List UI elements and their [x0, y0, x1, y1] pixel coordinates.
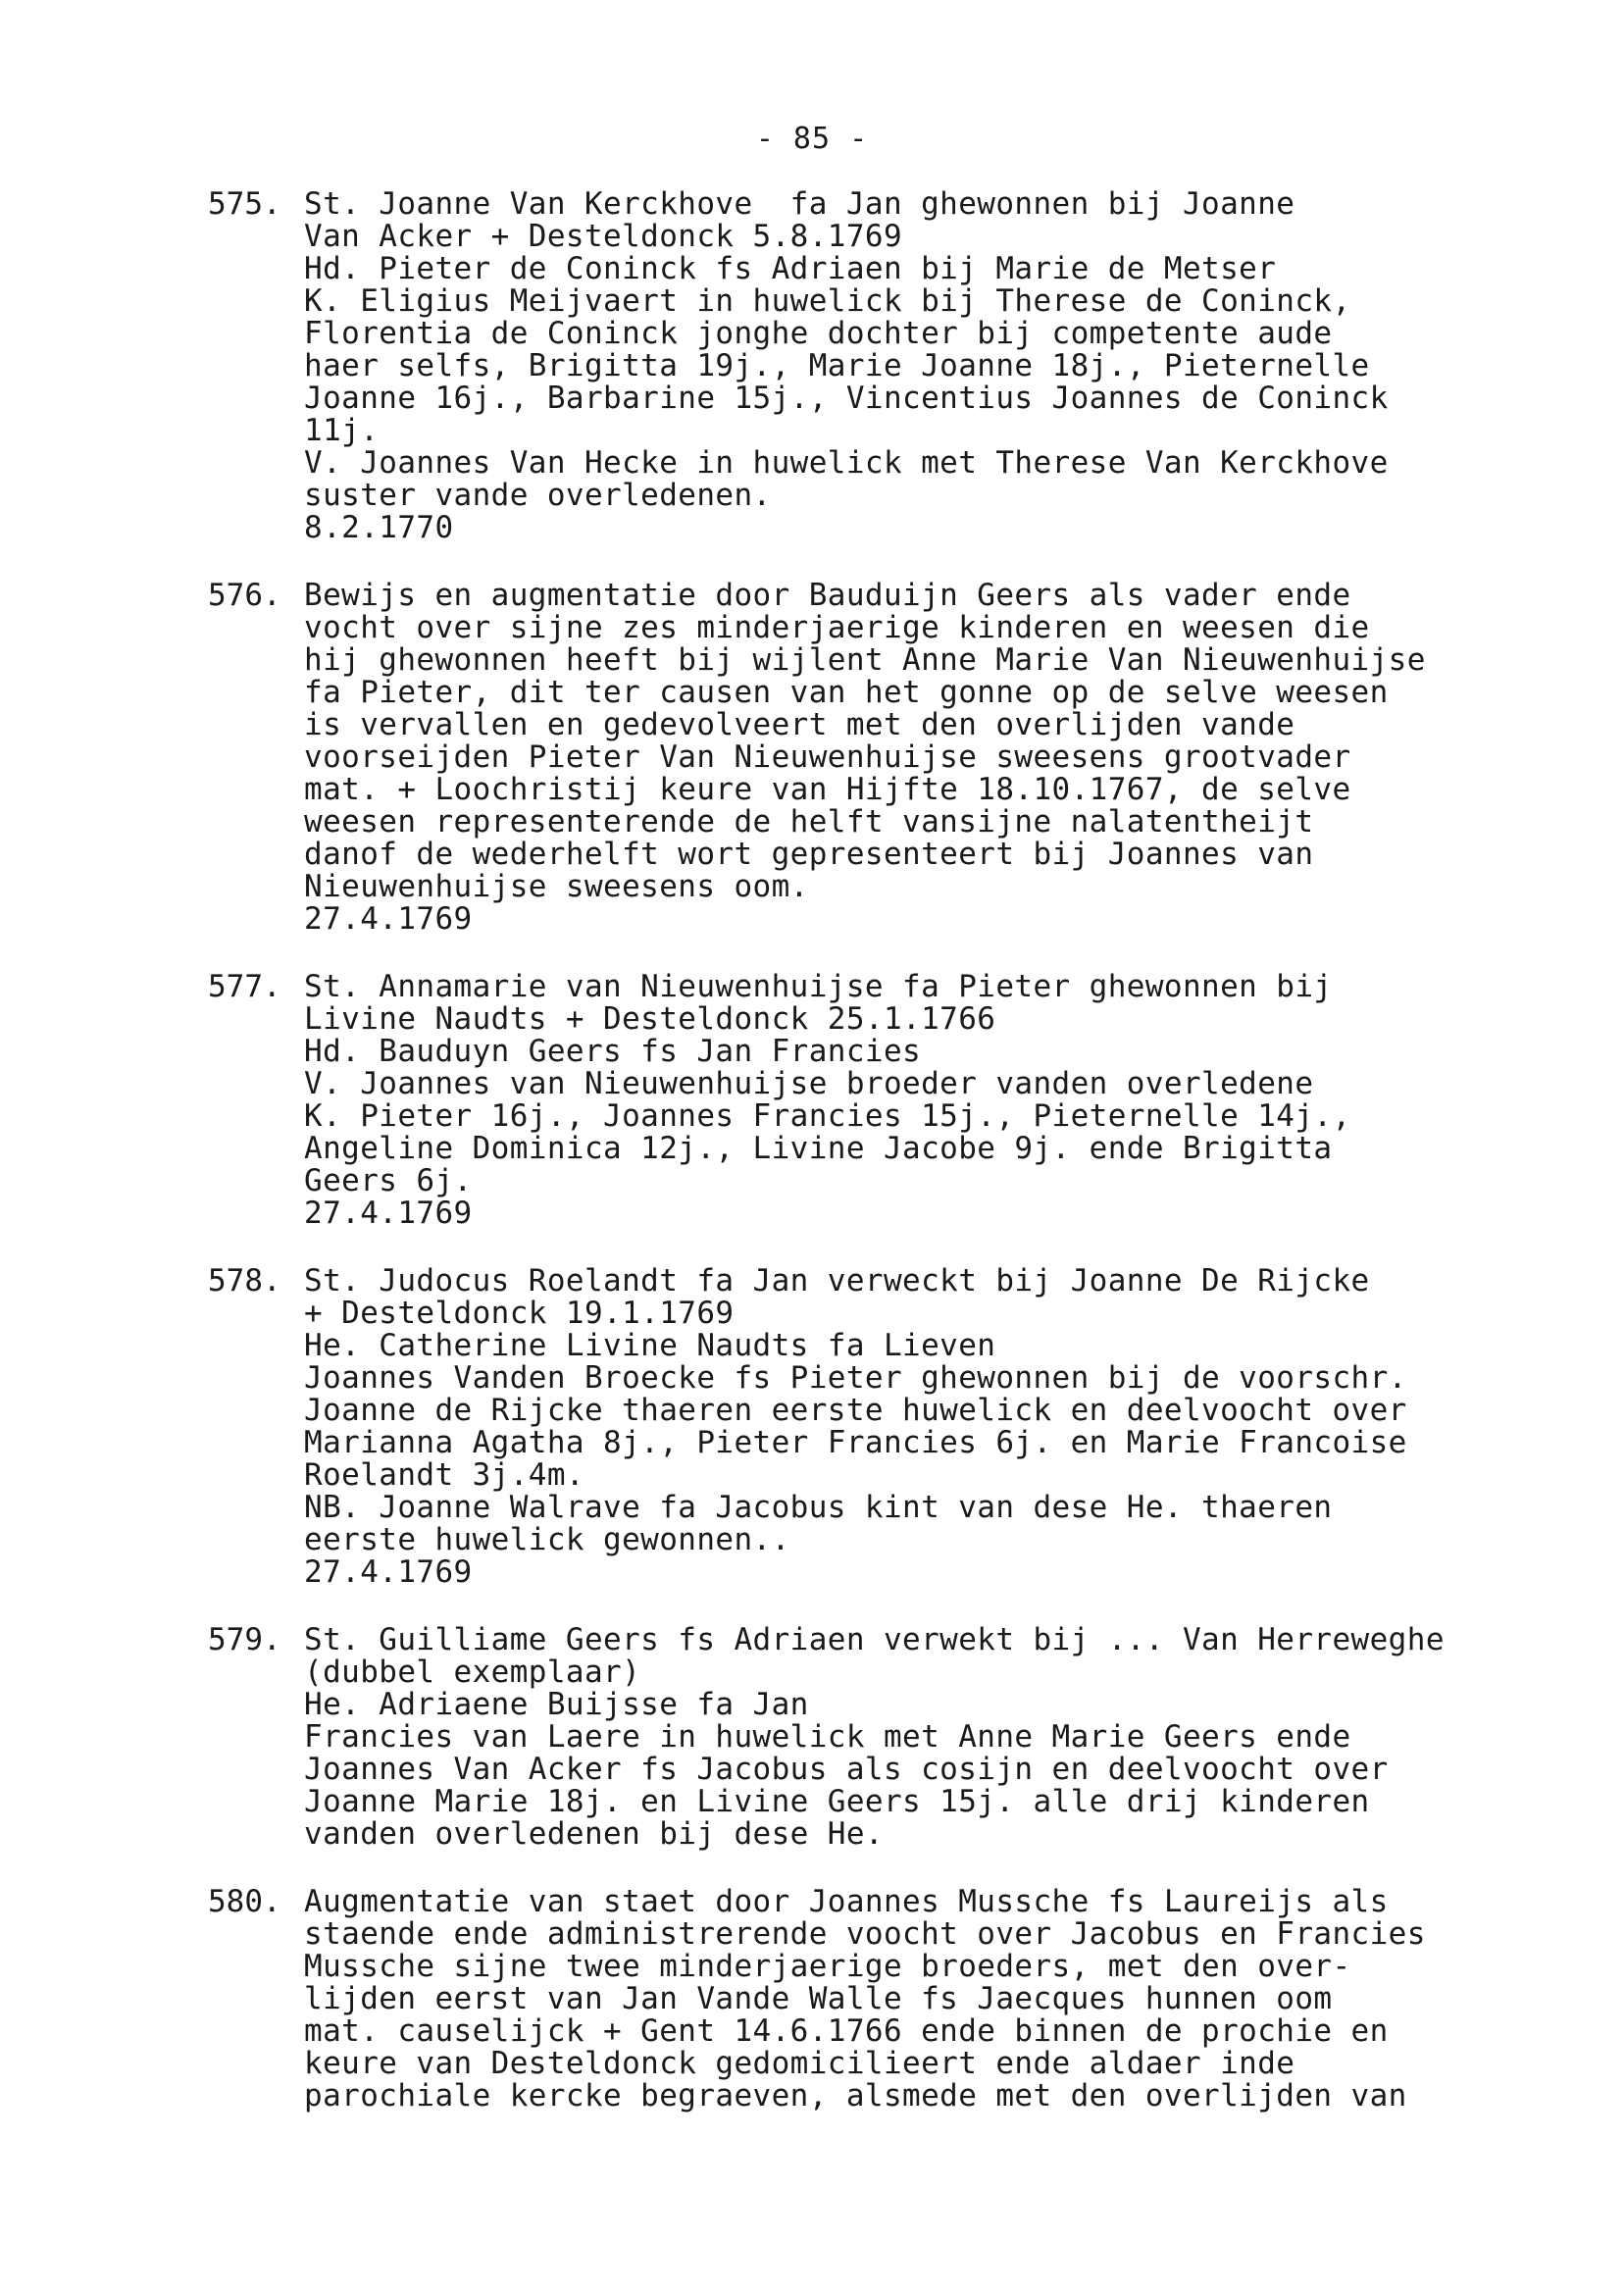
- entry-line: lijden eerst van Jan Vande Walle fs Jaecques hunnen oom: [304, 1981, 1333, 2016]
- entry-text: [304, 1886, 1522, 2113]
- entry-line: Livine Naudts + Desteldonck 25.1.1766: [304, 1001, 996, 1037]
- entry-579: [208, 1624, 1522, 1851]
- entry-line: danof de wederhelft wort gepresenteert bij Joannes van: [304, 837, 1314, 872]
- entry-number: 576.: [208, 578, 281, 613]
- entry-text: [304, 1265, 1522, 1589]
- entry-line: He. Catherine Livine Naudts fa Lieven: [304, 1328, 996, 1363]
- entry-line: 11j.: [304, 413, 380, 448]
- entry-575: [208, 188, 1522, 544]
- entry-text: [304, 971, 1522, 1230]
- entry-line: He. Adriaene Buijsse fa Jan: [304, 1687, 809, 1722]
- entry-line: 27.4.1769: [304, 1554, 473, 1590]
- entry-text: [304, 1624, 1522, 1851]
- entry-line: suster vande overledenen.: [304, 478, 772, 513]
- entry-line: Van Acker + Desteldonck 5.8.1769: [304, 219, 903, 254]
- entry-text: [304, 580, 1522, 936]
- entry-line: 27.4.1769: [304, 1196, 473, 1231]
- entry-line: mat. causelijck + Gent 14.6.1766 ende binnen de prochie en: [304, 2013, 1389, 2049]
- entry-line: voorseijden Pieter Van Nieuwenhuijse sweesens grootvader: [304, 739, 1351, 775]
- entry-line: eerste huwelick gewonnen..: [304, 1522, 790, 1557]
- entry-line: Geers 6j.: [304, 1163, 473, 1198]
- page-number: - 85 -: [755, 122, 869, 156]
- entry-line: Hd. Bauduyn Geers fs Jan Francies: [304, 1034, 922, 1069]
- entry-number: 579.: [208, 1622, 281, 1657]
- entry-number: 575.: [208, 186, 281, 222]
- entry-line: Marianna Agatha 8j., Pieter Francies 6j. en Marie Francoise: [304, 1425, 1407, 1460]
- entry-line: Mussche sijne twee minderjaerige broeders, met den over-: [304, 1949, 1351, 1984]
- entry-line: 27.4.1769: [304, 901, 473, 937]
- entry-577: [208, 971, 1522, 1230]
- entry-line: Joanne 16j., Barbarine 15j., Vincentius Joannes de Coninck: [304, 381, 1389, 416]
- entry-line: St. Annamarie van Nieuwenhuijse fa Pieter ghewonnen bij: [304, 969, 1333, 1004]
- entry-line: Francies van Laere in huwelick met Anne Marie Geers ende: [304, 1719, 1351, 1755]
- entry-576: [208, 580, 1522, 936]
- entry-line: NB. Joanne Walrave fa Jacobus kint van dese He. thaeren: [304, 1490, 1333, 1525]
- entry-line: Nieuwenhuijse sweesens oom.: [304, 869, 809, 904]
- entry-580: [208, 1886, 1522, 2113]
- entry-line: vocht over sijne zes minderjaerige kinderen en weesen die: [304, 610, 1370, 645]
- entry-line: Joannes Vanden Broecke fs Pieter ghewonnen bij de voorschr.: [304, 1360, 1407, 1396]
- entry-number: 578.: [208, 1263, 281, 1298]
- entry-line: Angeline Dominica 12j., Livine Jacobe 9j. ende Brigitta: [304, 1131, 1333, 1166]
- entry-line: (dubbel exemplaar): [304, 1655, 641, 1690]
- entry-line: Augmentatie van staet door Joannes Mussche fs Laureijs als: [304, 1884, 1389, 1919]
- entry-578: [208, 1265, 1522, 1589]
- entry-line: Joannes Van Acker fs Jacobus als cosijn en deelvoocht over: [304, 1752, 1389, 1787]
- entry-line: V. Joannes van Nieuwenhuijse broeder vanden overledene: [304, 1066, 1314, 1101]
- entry-line: V. Joannes Van Hecke in huwelick met Therese Van Kerckhove: [304, 445, 1389, 481]
- entry-line: Florentia de Coninck jonghe dochter bij competente aude: [304, 316, 1333, 351]
- entry-line: Joanne Marie 18j. en Livine Geers 15j. alle drij kinderen: [304, 1784, 1370, 1819]
- entry-line: Joanne de Rijcke thaeren eerste huwelick en deelvoocht over: [304, 1393, 1407, 1428]
- entry-line: St. Guilliame Geers fs Adriaen verwekt bij ... Van Herreweghe: [304, 1622, 1445, 1657]
- entry-line: + Desteldonck 19.1.1769: [304, 1296, 735, 1331]
- entry-number: 577.: [208, 969, 281, 1004]
- entry-line: St. Joanne Van Kerckhove fa Jan ghewonnen bij Joanne: [304, 186, 1295, 222]
- entry-line: vanden overledenen bij dese He.: [304, 1816, 884, 1852]
- entry-line: staende ende administrerende voocht over Jacobus en Francies: [304, 1916, 1426, 1952]
- entry-list: [208, 188, 1522, 2148]
- entry-line: Bewijs en augmentatie door Bauduijn Geers als vader ende: [304, 578, 1351, 613]
- entry-line: hij ghewonnen heeft bij wijlent Anne Marie Van Nieuwenhuijse: [304, 642, 1426, 678]
- entry-line: mat. + Loochristij keure van Hijfte 18.10.1767, de selve: [304, 772, 1351, 807]
- entry-line: weesen representerende de helft vansijne nalatentheijt: [304, 804, 1314, 840]
- entry-line: keure van Desteldonck gedomicilieert ende aldaer inde: [304, 2046, 1295, 2081]
- entry-line: St. Judocus Roelandt fa Jan verweckt bij Joanne De Rijcke: [304, 1263, 1370, 1298]
- entry-line: parochiale kercke begraeven, alsmede met den overlijden van: [304, 2078, 1407, 2113]
- entry-line: fa Pieter, dit ter causen van het gonne op de selve weesen: [304, 675, 1389, 710]
- entry-line: K. Pieter 16j., Joannes Francies 15j., Pieternelle 14j.,: [304, 1098, 1351, 1134]
- entry-line: is vervallen en gedevolveert met den overlijden vande: [304, 707, 1295, 742]
- entry-line: Roelandt 3j.4m.: [304, 1457, 584, 1493]
- entry-line: haer selfs, Brigitta 19j., Marie Joanne 18j., Pieternelle: [304, 348, 1370, 383]
- entry-line: K. Eligius Meijvaert in huwelick bij Therese de Coninck,: [304, 283, 1351, 319]
- entry-number: 580.: [208, 1884, 281, 1919]
- entry-text: [304, 188, 1522, 544]
- entry-line: Hd. Pieter de Coninck fs Adriaen bij Marie de Metser: [304, 251, 1277, 286]
- entry-line: 8.2.1770: [304, 510, 454, 545]
